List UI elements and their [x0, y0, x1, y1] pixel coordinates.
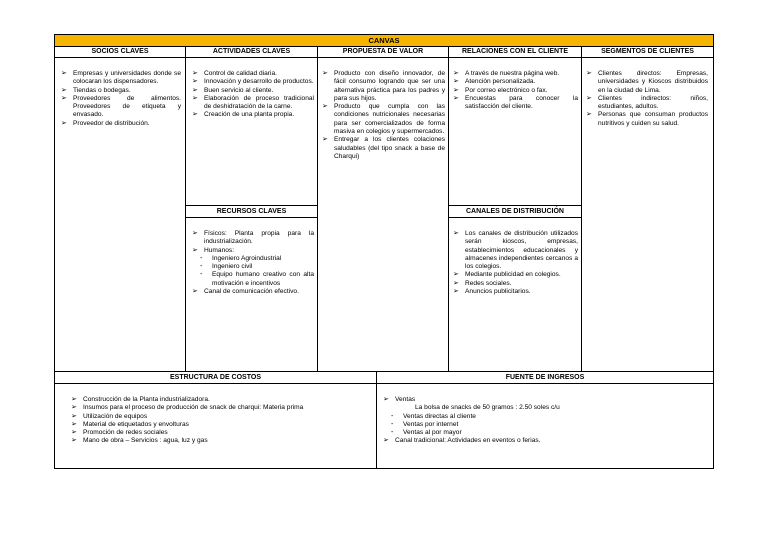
- list-item: ➢ Personas que consuman productos nutritivos y cuiden su salud.: [586, 111, 708, 127]
- arrow-bullet-icon: ➢: [453, 271, 459, 279]
- list-item: ➢ Promoción de redes sociales: [71, 429, 168, 437]
- business-model-canvas: [54, 34, 714, 469]
- list-item: - Ventas al por mayor: [391, 429, 462, 437]
- arrow-bullet-icon: ➢: [322, 103, 328, 111]
- canales-distribucion-section: [449, 206, 582, 372]
- arrow-bullet-icon: ➢: [192, 86, 198, 94]
- dash-bullet-icon: -: [391, 420, 394, 428]
- arrow-bullet-icon: ➢: [453, 288, 459, 296]
- dash-bullet-icon: -: [200, 263, 203, 271]
- arrow-bullet-icon: ➢: [192, 111, 198, 119]
- list-item: ➢ Ventas: [383, 396, 416, 403]
- actividades-claves-title: ACTIVIDADES CLAVES: [186, 46, 317, 58]
- list-item: ➢ Insumos para el proceso de producción de snack de charqui: Materia prima: [71, 404, 304, 412]
- recursos-claves-list: [190, 230, 314, 296]
- actividades-claves-section: [186, 46, 318, 206]
- arrow-bullet-icon: ➢: [192, 70, 198, 77]
- canales-distribucion-list: [451, 230, 578, 296]
- arrow-bullet-icon: ➢: [453, 279, 459, 287]
- list-item: ➢ Buen servicio al cliente.: [192, 86, 274, 94]
- socios-claves-section: [55, 46, 186, 372]
- list-item: ➢ Por correo electrónico o fax.: [453, 86, 548, 94]
- arrow-bullet-icon: ➢: [453, 86, 459, 94]
- estructura-costos-section: [55, 372, 377, 468]
- list-item: - Ingeniero Agroindustrial: [200, 254, 282, 262]
- list-item: ➢ Control de calidad diaria.: [192, 70, 277, 77]
- list-item: ➢ Elaboración de proceso tradicional de deshidratación de la carne.: [192, 94, 314, 111]
- propuesta-valor-section: [318, 46, 449, 372]
- arrow-bullet-icon: ➢: [453, 230, 459, 237]
- dash-bullet-icon: -: [200, 254, 203, 262]
- arrow-bullet-icon: ➢: [453, 94, 459, 102]
- segmentos-clientes-section: [582, 46, 713, 372]
- propuesta-valor-title: PROPUESTA DE VALOR: [318, 46, 448, 58]
- list-item: ➢ Los canales de distribución utilizados serán kioscos, empresas, establecimientos educacionales y almacenes independientes cercanos a los colegios.: [453, 230, 578, 271]
- recursos-claves-title: RECURSOS CLAVES: [186, 206, 317, 218]
- segmentos-clientes-list: [584, 70, 708, 128]
- arrow-bullet-icon: ➢: [71, 412, 77, 420]
- list-item: ➢ Empresas y universidades donde se colocaran los dispensadores.: [61, 70, 181, 86]
- list-item: - Ingeniero civil: [200, 263, 253, 271]
- list-item: - Ventas directas al cliente: [391, 412, 476, 420]
- arrow-bullet-icon: ➢: [61, 70, 67, 77]
- arrow-bullet-icon: ➢: [383, 437, 389, 445]
- arrow-bullet-icon: ➢: [322, 136, 328, 144]
- list-item: - Equipo humano creativo con alta motivación e incentivos: [200, 271, 314, 287]
- list-item: ➢ Canal tradicional: Actividades en eventos o ferias.: [383, 437, 541, 445]
- list-item: ➢ A través de nuestra página web.: [453, 70, 560, 77]
- arrow-bullet-icon: ➢: [586, 94, 592, 102]
- list-item: ➢ Proveedores de alimentos. Proveedores de etiqueta y envasado.: [61, 94, 181, 119]
- relaciones-cliente-list: [451, 70, 578, 111]
- fuente-ingresos-list: [381, 396, 709, 446]
- arrow-bullet-icon: ➢: [71, 429, 77, 437]
- list-item: ➢ Redes sociales.: [453, 279, 512, 287]
- arrow-bullet-icon: ➢: [322, 70, 328, 77]
- arrow-bullet-icon: ➢: [71, 420, 77, 428]
- list-item: ➢ Producto que cumpla con las condiciones nutricionales necesarias para ser comercializados de forma masiva en colegios y supermercados.: [322, 103, 445, 136]
- list-item: ➢ Encuestas para conocer la satisfacción del cliente.: [453, 94, 578, 111]
- arrow-bullet-icon: ➢: [61, 86, 67, 94]
- arrow-bullet-icon: ➢: [453, 78, 459, 86]
- arrow-bullet-icon: ➢: [192, 288, 198, 296]
- list-item: ➢ Anuncios publicitarios.: [453, 288, 531, 296]
- list-item: - Ventas por internet: [391, 420, 459, 428]
- dash-bullet-icon: -: [391, 429, 394, 437]
- list-item: ➢ Mediante publicidad en colegios.: [453, 271, 561, 279]
- list-item: ➢ Innovación y desarrollo de productos.: [192, 78, 314, 86]
- list-item: ➢ Canal de comunicación efectivo.: [192, 288, 299, 296]
- arrow-bullet-icon: ➢: [383, 396, 389, 403]
- actividades-claves-list: [190, 70, 314, 120]
- arrow-bullet-icon: ➢: [61, 94, 67, 102]
- list-item: ➢ Clientes directos: Empresas, universidades y Kioscos distribuidos en la ciudad de Lima.: [586, 70, 708, 94]
- socios-claves-list: [59, 70, 181, 128]
- arrow-bullet-icon: ➢: [586, 111, 592, 119]
- list-item: ➢ Construcción de la Planta industrializadora.: [71, 396, 210, 403]
- arrow-bullet-icon: ➢: [586, 70, 592, 77]
- canales-distribucion-title: CANALES DE DISTRIBUCIÓN: [449, 206, 581, 218]
- list-item: ➢ Humanos:: [192, 246, 235, 254]
- list-item: ➢ Mano de obra – Servicios : agua, luz y gas: [71, 437, 208, 445]
- arrow-bullet-icon: ➢: [71, 396, 77, 403]
- dash-bullet-icon: -: [391, 412, 394, 420]
- arrow-bullet-icon: ➢: [192, 94, 198, 102]
- list-item: ➢ Clientes indirectos: niños, estudiantes, adultos.: [586, 94, 708, 111]
- arrow-bullet-icon: ➢: [71, 404, 77, 412]
- recursos-claves-section: [186, 206, 318, 372]
- list-item: ➢ Material de etiquetados y envolturas: [71, 420, 189, 428]
- list-item: ➢ Atención personalizada.: [453, 78, 536, 86]
- segmentos-clientes-title: SEGMENTOS DE CLIENTES: [582, 46, 713, 58]
- estructura-costos-list: [69, 396, 369, 446]
- fuente-ingresos-section: [377, 372, 713, 468]
- arrow-bullet-icon: ➢: [192, 230, 198, 237]
- list-item: ➢ Entregar a los clientes colaciones saludables (del tipo snack a base de Charqui): [322, 136, 445, 160]
- list-item: ➢ Producto con diseño innovador, de fácil consumo logrando que ser una alternativa práctica para los padres y para sus hijos.: [322, 70, 445, 102]
- socios-claves-title: SOCIOS CLAVES: [55, 46, 185, 58]
- relaciones-cliente-section: [449, 46, 582, 206]
- arrow-bullet-icon: ➢: [61, 119, 67, 127]
- arrow-bullet-icon: ➢: [71, 437, 77, 445]
- list-item: ➢ Físicos: Planta propia para la industrialización.: [192, 230, 314, 246]
- relaciones-cliente-title: RELACIONES CON EL CLIENTE: [449, 46, 581, 58]
- arrow-bullet-icon: ➢: [192, 78, 198, 86]
- list-item: ➢ Creación de una planta propia.: [192, 111, 295, 119]
- list-item: ➢ Utilización de equipos: [71, 412, 148, 420]
- arrow-bullet-icon: ➢: [453, 70, 459, 77]
- propuesta-valor-list: [320, 70, 445, 161]
- list-item: ➢ Proveedor de distribución.: [61, 119, 150, 127]
- bolsa-precio: La bolsa de snacks de 50 gramos : 2.50 soles c/u: [415, 404, 560, 412]
- dash-bullet-icon: -: [200, 271, 203, 279]
- fuente-ingresos-title: FUENTE DE INGRESOS: [377, 372, 713, 384]
- canvas-title: CANVAS: [55, 35, 713, 47]
- arrow-bullet-icon: ➢: [192, 246, 198, 254]
- list-item: ➢ Tiendas o bodegas.: [61, 86, 131, 94]
- estructura-costos-title: ESTRUCTURA DE COSTOS: [55, 372, 376, 384]
